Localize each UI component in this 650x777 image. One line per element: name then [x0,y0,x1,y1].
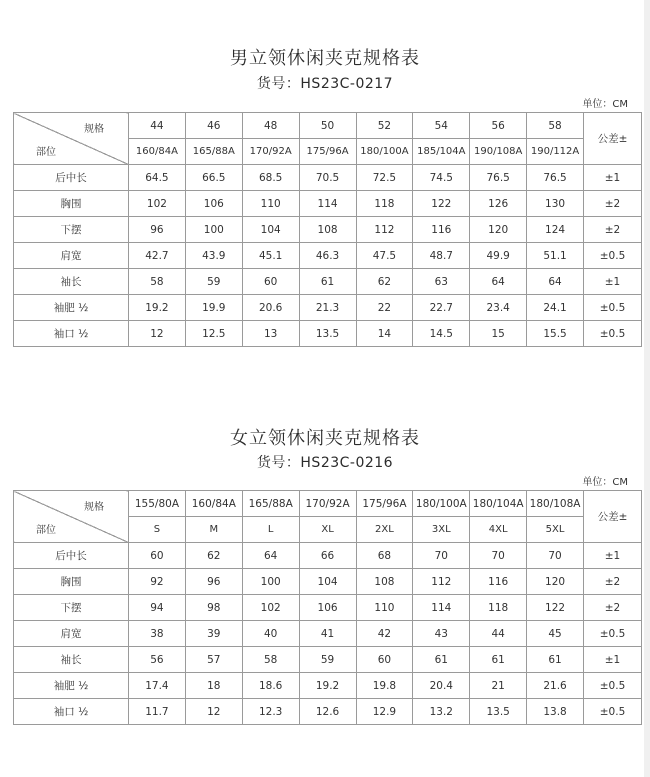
part-name-cell: 袖口 ½ [14,699,129,725]
value-cell: 56 [129,647,186,673]
value-cell: 47.5 [356,243,413,269]
value-cell: 61 [527,647,584,673]
value-cell: 70.5 [299,165,356,191]
part-name-cell: 胸围 [14,569,129,595]
value-cell: 100 [185,217,242,243]
value-cell: 42 [356,621,413,647]
value-cell: 20.6 [242,295,299,321]
table-row [14,321,642,347]
tolerance-cell: ±2 [584,217,642,243]
value-cell: 48.7 [413,243,470,269]
value-cell: 70 [527,543,584,569]
subsize-header-cell: S [129,517,186,543]
table-row [14,647,642,673]
table-row [14,543,642,569]
table-row [14,673,642,699]
value-cell: 13 [242,321,299,347]
tolerance-cell: ±0.5 [584,295,642,321]
table-row [14,165,642,191]
value-cell: 14.5 [413,321,470,347]
tolerance-cell: ±2 [584,191,642,217]
tolerance-cell: ±0.5 [584,699,642,725]
tolerance-cell: ±0.5 [584,321,642,347]
part-name-cell: 肩宽 [14,621,129,647]
value-cell: 110 [356,595,413,621]
men-item-number: 货号：HS23C-0217 [256,76,394,92]
subsize-header-cell: 4XL [470,517,527,543]
subsize-header-cell: 190/112A [527,139,584,165]
value-cell: 57 [185,647,242,673]
value-cell: 18.6 [242,673,299,699]
table-row [14,243,642,269]
value-cell: 70 [470,543,527,569]
value-cell: 38 [129,621,186,647]
size-header-cell: 58 [527,113,584,139]
value-cell: 22 [356,295,413,321]
value-cell: 122 [527,595,584,621]
value-cell: 98 [185,595,242,621]
subsize-header-cell: 185/104A [413,139,470,165]
value-cell: 104 [242,217,299,243]
value-cell: 68 [356,543,413,569]
subsize-header-cell: L [242,517,299,543]
table-row [14,295,642,321]
men-size-table [13,112,642,347]
value-cell: 108 [299,217,356,243]
value-cell: 120 [470,217,527,243]
value-cell: 42.7 [129,243,186,269]
table-row [14,569,642,595]
value-cell: 13.5 [470,699,527,725]
value-cell: 11.7 [129,699,186,725]
value-cell: 130 [527,191,584,217]
value-cell: 106 [299,595,356,621]
value-cell: 19.2 [129,295,186,321]
size-header-cell: 50 [299,113,356,139]
corner-label-part: 部位 [36,147,56,158]
value-cell: 61 [299,269,356,295]
part-name-cell: 下摆 [14,217,129,243]
value-cell: 12 [185,699,242,725]
value-cell: 19.2 [299,673,356,699]
value-cell: 12 [129,321,186,347]
size-header-cell: 170/92A [299,491,356,517]
corner-label-part: 部位 [36,525,56,536]
value-cell: 118 [356,191,413,217]
subsize-header-cell: 5XL [527,517,584,543]
value-cell: 45 [527,621,584,647]
value-cell: 62 [185,543,242,569]
value-cell: 112 [413,569,470,595]
value-cell: 60 [242,269,299,295]
value-cell: 124 [527,217,584,243]
subsize-header-cell: 2XL [356,517,413,543]
size-header-cell: 175/96A [356,491,413,517]
value-cell: 12.6 [299,699,356,725]
part-name-cell: 肩宽 [14,243,129,269]
value-cell: 70 [413,543,470,569]
value-cell: 122 [413,191,470,217]
value-cell: 58 [242,647,299,673]
women-size-table [13,490,642,725]
men-unit-label: 单位：CM [582,99,628,110]
value-cell: 112 [356,217,413,243]
size-header-cell: 44 [129,113,186,139]
tolerance-cell: ±2 [584,595,642,621]
corner-label-spec: 规格 [84,124,104,135]
tolerance-cell: ±0.5 [584,621,642,647]
value-cell: 43 [413,621,470,647]
corner-cell [14,491,129,543]
value-cell: 96 [185,569,242,595]
value-cell: 102 [242,595,299,621]
size-header-cell: 180/104A [470,491,527,517]
value-cell: 18 [185,673,242,699]
part-name-cell: 胸围 [14,191,129,217]
women-table-body [14,491,642,725]
value-cell: 76.5 [527,165,584,191]
men-table-body [14,113,642,347]
header-row-sizes [14,113,642,139]
value-cell: 104 [299,569,356,595]
value-cell: 59 [299,647,356,673]
tolerance-header-cell: 公差± [584,113,642,165]
corner-label-spec: 规格 [84,502,104,513]
subsize-header-cell: 165/88A [185,139,242,165]
page-edge [644,0,650,777]
part-name-cell: 袖肥 ½ [14,673,129,699]
value-cell: 24.1 [527,295,584,321]
value-cell: 68.5 [242,165,299,191]
part-name-cell: 下摆 [14,595,129,621]
value-cell: 13.8 [527,699,584,725]
table-row [14,595,642,621]
value-cell: 51.1 [527,243,584,269]
value-cell: 114 [413,595,470,621]
value-cell: 12.5 [185,321,242,347]
value-cell: 21.6 [527,673,584,699]
header-row-sizes [14,491,642,517]
value-cell: 66 [299,543,356,569]
value-cell: 13.2 [413,699,470,725]
table-row [14,191,642,217]
value-cell: 21.3 [299,295,356,321]
women-item-number: 货号：HS23C-0216 [256,455,394,471]
tolerance-cell: ±0.5 [584,673,642,699]
size-header-cell: 52 [356,113,413,139]
value-cell: 64.5 [129,165,186,191]
value-cell: 19.9 [185,295,242,321]
value-cell: 20.4 [413,673,470,699]
value-cell: 114 [299,191,356,217]
value-cell: 64 [470,269,527,295]
value-cell: 63 [413,269,470,295]
value-cell: 23.4 [470,295,527,321]
tolerance-header-cell: 公差± [584,491,642,543]
subsize-header-cell: 170/92A [242,139,299,165]
value-cell: 94 [129,595,186,621]
value-cell: 60 [356,647,413,673]
value-cell: 60 [129,543,186,569]
subsize-header-cell: 160/84A [129,139,186,165]
value-cell: 100 [242,569,299,595]
size-header-cell: 54 [413,113,470,139]
size-header-cell: 48 [242,113,299,139]
value-cell: 74.5 [413,165,470,191]
women-unit-label: 单位：CM [582,477,628,488]
part-name-cell: 袖肥 ½ [14,295,129,321]
corner-cell [14,113,129,165]
size-header-cell: 160/84A [185,491,242,517]
tolerance-cell: ±1 [584,543,642,569]
women-table-title: 女立领休闲夹克规格表 [230,428,420,449]
size-header-cell: 180/100A [413,491,470,517]
value-cell: 116 [470,569,527,595]
size-header-cell: 46 [185,113,242,139]
value-cell: 41 [299,621,356,647]
subsize-header-cell: XL [299,517,356,543]
value-cell: 126 [470,191,527,217]
value-cell: 106 [185,191,242,217]
value-cell: 44 [470,621,527,647]
value-cell: 66.5 [185,165,242,191]
value-cell: 39 [185,621,242,647]
subsize-header-cell: 3XL [413,517,470,543]
part-name-cell: 后中长 [14,543,129,569]
table-row [14,621,642,647]
value-cell: 45.1 [242,243,299,269]
value-cell: 108 [356,569,413,595]
value-cell: 40 [242,621,299,647]
value-cell: 110 [242,191,299,217]
part-name-cell: 袖长 [14,269,129,295]
value-cell: 21 [470,673,527,699]
subsize-header-cell: 175/96A [299,139,356,165]
value-cell: 61 [470,647,527,673]
value-cell: 92 [129,569,186,595]
value-cell: 120 [527,569,584,595]
value-cell: 58 [129,269,186,295]
part-name-cell: 袖长 [14,647,129,673]
value-cell: 15.5 [527,321,584,347]
value-cell: 72.5 [356,165,413,191]
value-cell: 96 [129,217,186,243]
value-cell: 14 [356,321,413,347]
value-cell: 19.8 [356,673,413,699]
tolerance-cell: ±2 [584,569,642,595]
tolerance-cell: ±0.5 [584,243,642,269]
value-cell: 22.7 [413,295,470,321]
value-cell: 62 [356,269,413,295]
tolerance-cell: ±1 [584,165,642,191]
value-cell: 118 [470,595,527,621]
value-cell: 46.3 [299,243,356,269]
size-header-cell: 165/88A [242,491,299,517]
part-name-cell: 后中长 [14,165,129,191]
value-cell: 43.9 [185,243,242,269]
value-cell: 15 [470,321,527,347]
value-cell: 13.5 [299,321,356,347]
value-cell: 116 [413,217,470,243]
size-header-cell: 155/80A [129,491,186,517]
value-cell: 61 [413,647,470,673]
value-cell: 64 [527,269,584,295]
tolerance-cell: ±1 [584,269,642,295]
value-cell: 12.3 [242,699,299,725]
tolerance-cell: ±1 [584,647,642,673]
table-row [14,217,642,243]
size-header-cell: 180/108A [527,491,584,517]
value-cell: 76.5 [470,165,527,191]
table-row [14,699,642,725]
value-cell: 64 [242,543,299,569]
value-cell: 12.9 [356,699,413,725]
men-table-title: 男立领休闲夹克规格表 [230,48,420,69]
table-row [14,269,642,295]
subsize-header-cell: 190/108A [470,139,527,165]
value-cell: 102 [129,191,186,217]
subsize-header-cell: M [185,517,242,543]
part-name-cell: 袖口 ½ [14,321,129,347]
value-cell: 49.9 [470,243,527,269]
value-cell: 17.4 [129,673,186,699]
value-cell: 59 [185,269,242,295]
size-header-cell: 56 [470,113,527,139]
subsize-header-cell: 180/100A [356,139,413,165]
